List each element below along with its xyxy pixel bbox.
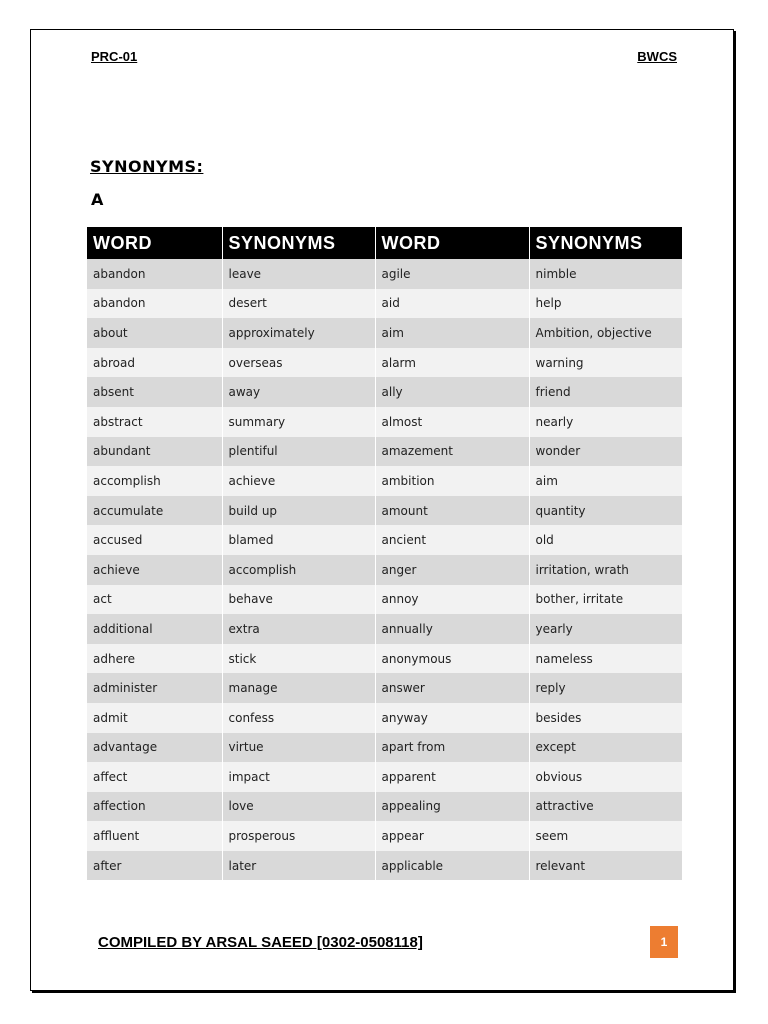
synonym-cell: attractive	[529, 792, 682, 822]
table-row	[87, 585, 682, 615]
synonym-cell: relevant	[529, 851, 682, 881]
synonym-cell: warning	[529, 348, 682, 378]
synonym-cell: manage	[222, 673, 375, 703]
compiled-by-footer: COMPILED BY ARSAL SAEED [0302-0508118]	[98, 934, 423, 951]
synonym-cell: build up	[222, 496, 375, 526]
synonym-cell: obvious	[529, 762, 682, 792]
word-cell: abroad	[87, 348, 222, 378]
synonym-cell: away	[222, 377, 375, 407]
synonym-cell: nameless	[529, 644, 682, 674]
header-right-code: BWCS	[637, 49, 677, 64]
synonym-cell: reply	[529, 673, 682, 703]
synonym-cell: confess	[222, 703, 375, 733]
synonym-cell: yearly	[529, 614, 682, 644]
word-cell: absent	[87, 377, 222, 407]
synonym-cell: wonder	[529, 437, 682, 467]
synonym-cell: besides	[529, 703, 682, 733]
synonym-cell: bother, irritate	[529, 585, 682, 615]
table-row	[87, 407, 682, 437]
table-row	[87, 348, 682, 378]
word-cell: annually	[375, 614, 529, 644]
section-title: SYNONYMS:	[90, 157, 204, 176]
table-row	[87, 318, 682, 348]
synonym-cell: irritation, wrath	[529, 555, 682, 585]
word-cell: affluent	[87, 821, 222, 851]
word-cell: anyway	[375, 703, 529, 733]
synonym-cell: later	[222, 851, 375, 881]
column-header: SYNONYMS	[529, 227, 682, 259]
table-row	[87, 466, 682, 496]
synonym-cell: overseas	[222, 348, 375, 378]
table-row	[87, 792, 682, 822]
word-cell: applicable	[375, 851, 529, 881]
word-cell: amazement	[375, 437, 529, 467]
synonym-cell: approximately	[222, 318, 375, 348]
synonym-cell: aim	[529, 466, 682, 496]
word-cell: appealing	[375, 792, 529, 822]
word-cell: achieve	[87, 555, 222, 585]
synonym-cell: virtue	[222, 733, 375, 763]
table-row	[87, 555, 682, 585]
word-cell: accumulate	[87, 496, 222, 526]
table-row	[87, 259, 682, 289]
word-cell: amount	[375, 496, 529, 526]
word-cell: ancient	[375, 525, 529, 555]
column-header: SYNONYMS	[222, 227, 375, 259]
synonym-cell: except	[529, 733, 682, 763]
word-cell: apparent	[375, 762, 529, 792]
synonym-cell: behave	[222, 585, 375, 615]
word-cell: affect	[87, 762, 222, 792]
word-cell: act	[87, 585, 222, 615]
word-cell: adhere	[87, 644, 222, 674]
word-cell: affection	[87, 792, 222, 822]
table-row	[87, 496, 682, 526]
word-cell: agile	[375, 259, 529, 289]
synonym-cell: Ambition, objective	[529, 318, 682, 348]
word-cell: administer	[87, 673, 222, 703]
header-left-code: PRC-01	[91, 49, 138, 64]
table-row	[87, 289, 682, 319]
word-cell: ally	[375, 377, 529, 407]
word-cell: admit	[87, 703, 222, 733]
table-row	[87, 437, 682, 467]
word-cell: abstract	[87, 407, 222, 437]
synonym-cell: plentiful	[222, 437, 375, 467]
word-cell: anonymous	[375, 644, 529, 674]
word-cell: abandon	[87, 259, 222, 289]
synonym-cell: extra	[222, 614, 375, 644]
page-number-badge: 1	[650, 926, 678, 958]
synonym-cell: accomplish	[222, 555, 375, 585]
table-header-row	[87, 227, 682, 259]
word-cell: accomplish	[87, 466, 222, 496]
table-row	[87, 673, 682, 703]
synonyms-table	[87, 227, 682, 880]
letter-heading: A	[91, 190, 104, 209]
synonym-cell: summary	[222, 407, 375, 437]
synonym-cell: help	[529, 289, 682, 319]
synonym-cell: blamed	[222, 525, 375, 555]
table-row	[87, 762, 682, 792]
word-cell: accused	[87, 525, 222, 555]
table-row	[87, 644, 682, 674]
word-cell: annoy	[375, 585, 529, 615]
word-cell: after	[87, 851, 222, 881]
word-cell: alarm	[375, 348, 529, 378]
table-body	[87, 259, 682, 880]
table-row	[87, 851, 682, 881]
synonym-cell: stick	[222, 644, 375, 674]
synonym-cell: leave	[222, 259, 375, 289]
word-cell: almost	[375, 407, 529, 437]
table-row	[87, 377, 682, 407]
word-cell: answer	[375, 673, 529, 703]
table-row	[87, 733, 682, 763]
word-cell: additional	[87, 614, 222, 644]
word-cell: aid	[375, 289, 529, 319]
word-cell: advantage	[87, 733, 222, 763]
word-cell: about	[87, 318, 222, 348]
synonym-cell: impact	[222, 762, 375, 792]
word-cell: abandon	[87, 289, 222, 319]
synonym-cell: desert	[222, 289, 375, 319]
synonym-cell: prosperous	[222, 821, 375, 851]
word-cell: ambition	[375, 466, 529, 496]
table-row	[87, 703, 682, 733]
word-cell: appear	[375, 821, 529, 851]
table-row	[87, 525, 682, 555]
synonym-cell: nearly	[529, 407, 682, 437]
synonym-cell: love	[222, 792, 375, 822]
word-cell: abundant	[87, 437, 222, 467]
word-cell: anger	[375, 555, 529, 585]
column-header: WORD	[87, 227, 222, 259]
synonym-cell: old	[529, 525, 682, 555]
synonym-cell: nimble	[529, 259, 682, 289]
table-row	[87, 821, 682, 851]
synonym-cell: seem	[529, 821, 682, 851]
word-cell: apart from	[375, 733, 529, 763]
table-row	[87, 614, 682, 644]
word-cell: aim	[375, 318, 529, 348]
synonym-cell: friend	[529, 377, 682, 407]
synonym-cell: achieve	[222, 466, 375, 496]
column-header: WORD	[375, 227, 529, 259]
synonym-cell: quantity	[529, 496, 682, 526]
